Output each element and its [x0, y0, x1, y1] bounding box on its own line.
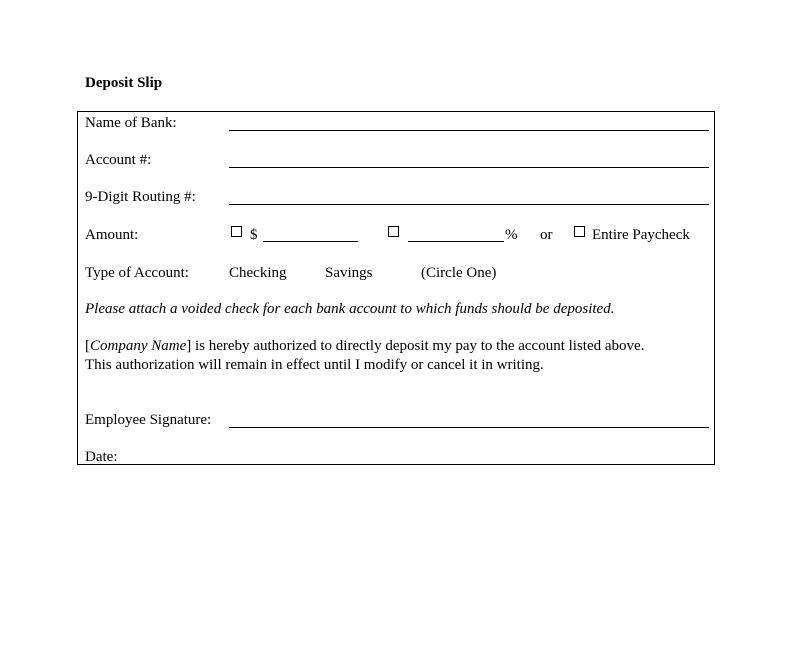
dollar-sign: $ [250, 227, 258, 243]
percent-amount-field[interactable] [408, 241, 504, 242]
percent-sign: % [505, 227, 518, 243]
circle-one-instruction: (Circle One) [421, 265, 497, 281]
account-type-label: Type of Account: [85, 265, 189, 281]
date-field[interactable] [229, 464, 445, 465]
dollar-amount-field[interactable] [263, 241, 358, 242]
account-number-label: Account #: [85, 152, 152, 168]
dollar-amount-checkbox[interactable] [231, 226, 242, 237]
signature-field[interactable] [229, 427, 709, 428]
account-number-field[interactable] [229, 167, 709, 168]
entire-paycheck-label: Entire Paycheck [592, 227, 690, 243]
deposit-slip-form [77, 111, 715, 465]
signature-label: Employee Signature: [85, 412, 212, 428]
voided-check-note: Please attach a voided check for each bank account to which funds should be deposited. [85, 301, 615, 317]
savings-option[interactable]: Savings [325, 265, 373, 281]
percent-amount-checkbox[interactable] [388, 226, 399, 237]
checking-option[interactable]: Checking [229, 265, 287, 281]
entire-paycheck-checkbox[interactable] [574, 226, 585, 237]
open-bracket: [ [85, 338, 90, 354]
bank-name-field[interactable] [229, 130, 709, 131]
date-label: Date: [85, 449, 118, 465]
routing-number-label: 9-Digit Routing #: [85, 189, 196, 205]
form-title: Deposit Slip [85, 75, 163, 91]
amount-label: Amount: [85, 227, 139, 243]
or-text: or [540, 227, 553, 243]
authorization-line-2: This authorization will remain in effect until I modify or cancel it in writing. [85, 357, 544, 373]
authorization-text: ] is hereby authorized to directly deposit my pay to the account listed above. [186, 338, 645, 354]
routing-number-field[interactable] [229, 204, 709, 205]
bank-name-label: Name of Bank: [85, 115, 177, 131]
company-name-placeholder: Company Name [90, 338, 187, 354]
authorization-line-1 [85, 337, 644, 355]
